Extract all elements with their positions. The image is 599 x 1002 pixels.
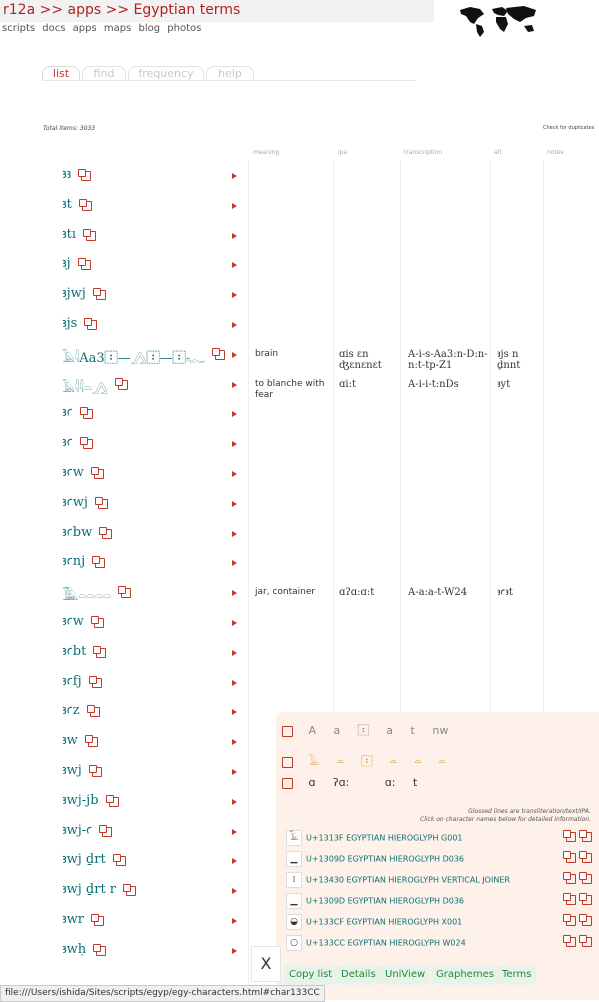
expand-arrow-icon[interactable] bbox=[232, 203, 237, 209]
expand-arrow-icon[interactable] bbox=[232, 501, 237, 507]
expand-arrow-icon[interactable] bbox=[232, 560, 237, 566]
copy-icon[interactable] bbox=[102, 827, 112, 837]
panel-ipa-cell: ɑ bbox=[308, 776, 316, 789]
cell-ipa: ɑis ɛn ʤɛnɛnɛt bbox=[339, 348, 382, 371]
term-link[interactable]: ꜣꜥfj bbox=[62, 673, 82, 689]
top-nav bbox=[2, 23, 205, 34]
copy-icon[interactable] bbox=[90, 707, 100, 717]
gloss-note-line: Click on character names below for detailed information. bbox=[420, 816, 591, 823]
copy-icon[interactable] bbox=[96, 946, 106, 956]
details-button[interactable]: Details bbox=[336, 965, 381, 985]
copy-icon[interactable] bbox=[282, 778, 293, 789]
tab-find[interactable]: find bbox=[82, 66, 126, 80]
copy-icon[interactable] bbox=[94, 469, 104, 479]
panel-ipa-cell: ʔɑ: bbox=[332, 776, 350, 789]
cell-alt: ꜣyt bbox=[497, 378, 511, 390]
term-link[interactable]: ꜣꜥ bbox=[62, 405, 73, 421]
expand-arrow-icon[interactable] bbox=[232, 352, 237, 358]
character-name-link[interactable]: U+1309D EGYPTIAN HIEROGLYPH D036 bbox=[306, 854, 465, 864]
expand-arrow-icon[interactable] bbox=[232, 918, 237, 924]
character-glyph: ○ bbox=[286, 935, 302, 951]
term-link[interactable]: ꜣwj ḏrt bbox=[62, 852, 106, 868]
expand-arrow-icon[interactable] bbox=[232, 739, 237, 745]
col-notes: notes bbox=[547, 149, 564, 156]
column-divider bbox=[248, 160, 249, 1000]
expand-arrow-icon[interactable] bbox=[232, 382, 237, 388]
character-name-link[interactable]: U+1309D EGYPTIAN HIEROGLYPH D036 bbox=[306, 896, 465, 906]
world-map-logo[interactable] bbox=[458, 4, 540, 38]
panel-translit-cell: t bbox=[410, 724, 415, 737]
expand-arrow-icon[interactable] bbox=[232, 829, 237, 835]
tab-help[interactable]: help bbox=[206, 66, 254, 80]
panel-translit-cell: a bbox=[386, 724, 394, 737]
copy-icon[interactable] bbox=[81, 171, 91, 181]
graphemes-button[interactable]: Graphemes bbox=[431, 965, 499, 985]
copy-icon[interactable] bbox=[98, 499, 108, 509]
panel-glyph-cell: 𓏏 bbox=[438, 755, 446, 768]
copy-icon[interactable] bbox=[566, 937, 592, 948]
term-link[interactable]: 𓄿𓇋𓇋𓏏𓂻 bbox=[62, 380, 108, 396]
copy-icon[interactable] bbox=[566, 853, 592, 864]
panel-ipa-line bbox=[282, 776, 431, 789]
gloss-note bbox=[420, 808, 591, 824]
character-item[interactable] bbox=[286, 851, 464, 867]
copy-icon[interactable] bbox=[92, 767, 102, 777]
panel-ipa-cell: t bbox=[413, 776, 418, 789]
expand-arrow-icon[interactable] bbox=[232, 292, 237, 298]
term-link[interactable]: 𓅀𓏏𓏏𓏏𓏏 bbox=[62, 589, 112, 605]
total-items: Total items: 3033 bbox=[43, 125, 96, 132]
cell-meaning: to blanche with fear bbox=[255, 378, 325, 400]
uniview-button[interactable]: UniView bbox=[380, 965, 430, 985]
character-name-link[interactable]: U+1313F EGYPTIAN HIEROGLYPH G001 bbox=[306, 833, 463, 843]
col-transcription: transcription bbox=[404, 149, 443, 156]
character-name-link[interactable]: U+133CF EGYPTIAN HIEROGLYPH X001 bbox=[306, 917, 463, 927]
cell-ipa: ɑʔɑ:ɑ:t bbox=[339, 587, 375, 599]
copy-icon[interactable] bbox=[566, 832, 592, 843]
copy-icon[interactable] bbox=[81, 260, 91, 270]
col-ipa: ipa bbox=[338, 149, 348, 156]
character-item[interactable] bbox=[286, 935, 466, 951]
copy-icon[interactable] bbox=[282, 757, 293, 768]
term-link[interactable]: ꜣꜥ bbox=[62, 435, 73, 451]
copy-icon[interactable] bbox=[109, 797, 119, 807]
tab-underline bbox=[42, 80, 416, 81]
character-name-link[interactable]: U+133CC EGYPTIAN HIEROGLYPH W024 bbox=[306, 938, 466, 948]
expand-arrow-icon[interactable] bbox=[232, 173, 237, 179]
expand-arrow-icon[interactable] bbox=[232, 680, 237, 686]
nav-blog[interactable]: blog bbox=[138, 23, 161, 34]
term-link[interactable]: ꜣtı bbox=[62, 226, 77, 242]
expand-arrow-icon[interactable] bbox=[232, 411, 237, 417]
col-alt: alt bbox=[494, 149, 502, 156]
expand-arrow-icon[interactable] bbox=[232, 322, 237, 328]
cell-alt: ꜣꜥꜣt bbox=[497, 587, 513, 599]
panel-ipa-cell: ɑ: bbox=[384, 776, 396, 789]
copy-icon[interactable] bbox=[118, 380, 128, 390]
copy-icon[interactable] bbox=[92, 678, 102, 688]
expand-arrow-icon[interactable] bbox=[232, 650, 237, 656]
term-link[interactable]: ꜣj bbox=[62, 256, 71, 272]
copy-icon[interactable] bbox=[82, 201, 92, 211]
cell-meaning: brain bbox=[255, 348, 279, 359]
term-link[interactable]: ꜣwr bbox=[62, 912, 84, 927]
expand-arrow-icon[interactable] bbox=[232, 620, 237, 626]
panel-translit-cell: A bbox=[308, 724, 317, 737]
detail-panel bbox=[276, 712, 599, 1000]
copy-icon[interactable] bbox=[566, 916, 592, 927]
panel-translit-cell: 𓐰 bbox=[357, 724, 369, 737]
expand-arrow-icon[interactable] bbox=[232, 888, 237, 894]
term-link[interactable]: ꜣꜥw bbox=[62, 614, 84, 629]
copy-icon[interactable] bbox=[88, 737, 98, 747]
panel-glyph-cell: 𓏏 bbox=[389, 755, 397, 768]
expand-arrow-icon[interactable] bbox=[232, 471, 237, 477]
copy-icon[interactable] bbox=[126, 886, 136, 896]
expand-arrow-icon[interactable] bbox=[232, 709, 237, 715]
nav-maps[interactable]: maps bbox=[103, 23, 132, 34]
term-link[interactable]: ꜣꜥw bbox=[62, 465, 84, 480]
panel-translit-cell: a bbox=[333, 724, 341, 737]
term-link[interactable]: ꜣꜥz bbox=[62, 703, 80, 719]
copy-icon[interactable] bbox=[282, 726, 293, 737]
terms-button[interactable]: Terms bbox=[497, 965, 536, 985]
term-link[interactable]: ꜣꜥwj bbox=[62, 494, 88, 510]
copy-icon[interactable] bbox=[116, 856, 126, 866]
tab-list[interactable]: list bbox=[42, 66, 80, 80]
expand-arrow-icon[interactable] bbox=[232, 441, 237, 447]
character-glyph: ⁞ bbox=[286, 872, 302, 888]
check-duplicates-link[interactable]: Check for duplicates bbox=[543, 125, 595, 131]
cell-meaning: jar, container bbox=[255, 587, 316, 598]
breadcrumb[interactable]: r12a >> apps >> Egyptian terms bbox=[3, 2, 241, 18]
copy-icon[interactable] bbox=[215, 350, 225, 360]
character-glyph: ▁ bbox=[286, 851, 302, 867]
copy-icon[interactable] bbox=[87, 320, 97, 330]
cell-ipa: ɑi:t bbox=[339, 378, 356, 390]
expand-arrow-icon[interactable] bbox=[232, 769, 237, 775]
term-link[interactable]: 𓄿𓇋Aa3𓐰—𓂻𓐰—𓐰𓆑 bbox=[62, 350, 206, 366]
expand-arrow-icon[interactable] bbox=[232, 799, 237, 805]
expand-arrow-icon[interactable] bbox=[232, 233, 237, 239]
term-link[interactable]: ꜣwj ḏrt r bbox=[62, 882, 117, 898]
character-glyph: ▁ bbox=[286, 893, 302, 909]
panel-glyph-cell: 𓏏 bbox=[336, 755, 344, 768]
cell-alt: ꜣjs n ḏnnt bbox=[497, 348, 521, 371]
expand-arrow-icon[interactable] bbox=[232, 858, 237, 864]
character-glyph: 𓄿 bbox=[286, 830, 302, 846]
status-bar-url: file:///Users/ishida/Sites/scripts/egyp/egy-characters.html#char133CC bbox=[0, 985, 325, 1002]
panel-glyph-cell: 𓐰 bbox=[361, 755, 373, 768]
panel-glyph-cell: 𓄿 bbox=[308, 755, 320, 768]
expand-arrow-icon[interactable] bbox=[232, 948, 237, 954]
copy-icon[interactable] bbox=[96, 648, 106, 658]
term-link[interactable]: ꜣjwj bbox=[62, 286, 86, 302]
term-link[interactable]: ꜣt bbox=[62, 196, 72, 212]
panel-glyph-line bbox=[282, 750, 460, 769]
character-glyph: ◒ bbox=[286, 914, 302, 930]
copy-icon[interactable] bbox=[83, 409, 93, 419]
term-link[interactable]: ꜣjs bbox=[62, 316, 78, 331]
expand-arrow-icon[interactable] bbox=[232, 531, 237, 537]
character-name-link[interactable]: U+13430 EGYPTIAN HIEROGLYPH VERTICAL JOINER bbox=[306, 875, 510, 885]
expand-arrow-icon[interactable] bbox=[232, 262, 237, 268]
term-link[interactable]: ꜣwj bbox=[62, 763, 82, 778]
copy-icon[interactable] bbox=[121, 588, 131, 598]
term-link[interactable]: ꜣwḥ bbox=[62, 941, 87, 957]
copy-icon[interactable] bbox=[94, 916, 104, 926]
copy-icon[interactable] bbox=[95, 558, 105, 568]
copy-icon[interactable] bbox=[566, 895, 592, 906]
copy-icon[interactable] bbox=[86, 231, 96, 241]
panel-glyph-cell: 𓏏 bbox=[414, 755, 422, 768]
nav-photos[interactable]: photos bbox=[167, 23, 202, 34]
character-item[interactable] bbox=[286, 893, 464, 909]
cell-transcription: A-i-s-Aa3:n-D:n-n:t-tp-Z1 bbox=[408, 348, 488, 371]
close-panel-button[interactable]: X bbox=[251, 946, 281, 982]
nav-docs[interactable]: docs bbox=[42, 23, 66, 34]
copy-icon[interactable] bbox=[94, 618, 104, 628]
character-item[interactable] bbox=[286, 872, 510, 888]
term-link[interactable]: ꜣꜣ bbox=[62, 167, 72, 182]
term-link[interactable]: ꜣwj-ꜥ bbox=[62, 822, 93, 838]
term-link[interactable]: ꜣꜥbw bbox=[62, 524, 93, 540]
tab-frequency[interactable]: frequency bbox=[128, 66, 204, 80]
term-link[interactable]: ꜣꜥbt bbox=[62, 643, 87, 659]
nav-scripts[interactable]: scripts bbox=[2, 23, 36, 34]
character-item[interactable] bbox=[286, 914, 462, 930]
cell-transcription: A-i-i-t:nDs bbox=[408, 378, 459, 390]
copy-icon[interactable] bbox=[83, 439, 93, 449]
copy-list-button[interactable]: Copy list bbox=[284, 965, 337, 985]
term-link[interactable]: ꜣw bbox=[62, 733, 78, 749]
panel-translit-line bbox=[282, 724, 462, 737]
panel-translit-cell: nw bbox=[432, 724, 449, 737]
gloss-note-line: Glossed lines are transliteration/text/IPA. bbox=[468, 808, 591, 815]
cell-transcription: A-a:a-t-W24 bbox=[408, 587, 468, 599]
expand-arrow-icon[interactable] bbox=[232, 590, 237, 596]
character-item[interactable] bbox=[286, 830, 463, 846]
copy-icon[interactable] bbox=[566, 874, 592, 885]
col-meaning: meaning bbox=[253, 149, 280, 156]
term-link[interactable]: ꜣꜥnj bbox=[62, 554, 86, 570]
copy-icon[interactable] bbox=[102, 529, 112, 539]
copy-icon[interactable] bbox=[96, 290, 106, 300]
term-link[interactable]: ꜣwj-jb bbox=[62, 792, 99, 808]
nav-apps[interactable]: apps bbox=[72, 23, 97, 34]
